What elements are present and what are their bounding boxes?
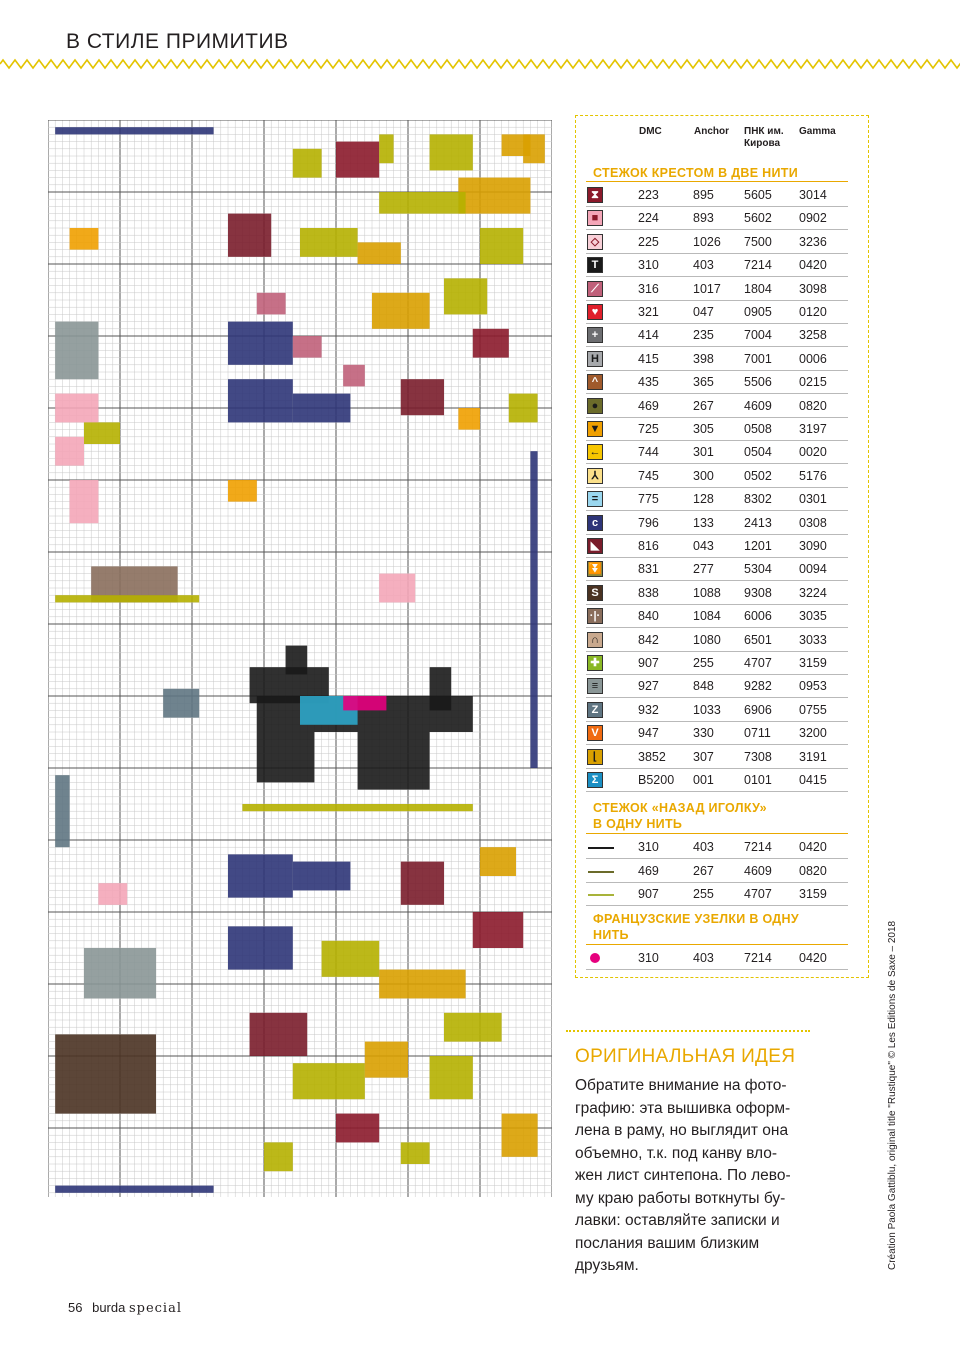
- thread-gamma: 0953: [799, 679, 827, 694]
- thread-anchor: 403: [693, 258, 714, 273]
- thread-pnk: 7004: [744, 328, 772, 343]
- thread-pnk: 5602: [744, 211, 772, 226]
- legend-col-pnk: ПНК им. Кирова: [744, 126, 784, 149]
- thread-dmc: 744: [638, 445, 659, 460]
- thread-gamma: 3090: [799, 539, 827, 553]
- stitch-symbol-icon: ▼: [587, 421, 603, 437]
- legend-row: [586, 675, 848, 698]
- idea-line: графию: эта вышивка оформ-: [575, 1099, 791, 1117]
- stitch-symbol-icon: ✚: [587, 655, 603, 671]
- thread-gamma: 3258: [799, 328, 827, 343]
- thread-gamma: 3159: [799, 656, 827, 670]
- page-title: В СТИЛЕ ПРИМИТИВ: [66, 30, 289, 53]
- backstitch-line-icon: [588, 847, 614, 849]
- thread-pnk: 7214: [744, 258, 772, 273]
- thread-pnk: 2413: [744, 515, 772, 530]
- legend-row: [586, 652, 848, 675]
- thread-dmc: 224: [638, 211, 659, 226]
- stitch-symbol-icon: +: [587, 327, 603, 343]
- thread-anchor: 301: [693, 445, 714, 460]
- thread-gamma: 0415: [799, 773, 827, 787]
- stitch-symbol-icon: H: [587, 351, 603, 367]
- thread-gamma: 3191: [799, 749, 827, 764]
- legend-row: [586, 582, 848, 605]
- thread-pnk: 7214: [744, 840, 772, 854]
- thread-pnk: 4707: [744, 887, 772, 902]
- legend-row: [586, 836, 848, 859]
- thread-pnk: 0905: [744, 305, 772, 319]
- section-rule: [586, 944, 848, 945]
- legend-row: [586, 254, 848, 277]
- legend-col-anchor: Anchor: [694, 126, 729, 137]
- backstitch-line-icon: [588, 894, 614, 896]
- thread-anchor: 403: [693, 951, 714, 965]
- legend-row: [586, 207, 848, 230]
- legend-col-dmc: DMC: [639, 126, 662, 137]
- thread-anchor: 1026: [693, 234, 721, 249]
- page-number: 56: [68, 1300, 83, 1315]
- thread-dmc: 816: [638, 539, 659, 553]
- thread-anchor: 128: [693, 492, 714, 507]
- legend-row: [586, 722, 848, 745]
- stitch-symbol-icon: ^: [587, 374, 603, 390]
- thread-dmc: 907: [638, 656, 659, 670]
- thread-anchor: 305: [693, 422, 714, 436]
- thread-dmc: 415: [638, 351, 659, 366]
- thread-dmc: 796: [638, 515, 659, 530]
- thread-pnk: 7500: [744, 234, 772, 249]
- stitch-symbol-icon: Z: [587, 702, 603, 718]
- brand-name: burda: [92, 1300, 126, 1315]
- stitch-symbol-icon: Σ: [587, 772, 603, 788]
- thread-pnk: 0711: [744, 726, 771, 741]
- legend-row: [586, 231, 848, 254]
- legend-row: [586, 769, 848, 792]
- legend-row: [586, 278, 848, 301]
- stitch-symbol-icon: ⟋: [587, 281, 603, 297]
- stitch-symbol-icon: ■: [587, 210, 603, 226]
- idea-line: Обратите внимание на фото-: [575, 1077, 787, 1094]
- legend-row: [586, 860, 848, 883]
- thread-pnk: 5605: [744, 188, 772, 202]
- thread-anchor: 1033: [693, 702, 721, 717]
- idea-line: послания вашим близким: [575, 1234, 760, 1252]
- thread-anchor: 1084: [693, 609, 721, 624]
- thread-dmc: 831: [638, 562, 659, 577]
- idea-line: лена в раму, но выглядит она: [575, 1122, 789, 1139]
- thread-anchor: 1017: [693, 281, 721, 296]
- thread-gamma: 0006: [799, 351, 827, 366]
- thread-dmc: 310: [638, 951, 659, 965]
- stitch-symbol-icon: ∩: [587, 632, 603, 648]
- idea-line: му краю работы воткнуты бу-: [575, 1189, 786, 1207]
- thread-dmc: 927: [638, 679, 659, 694]
- thread-dmc: 947: [638, 726, 659, 741]
- thread-dmc: 225: [638, 234, 659, 249]
- thread-pnk: 6006: [744, 609, 772, 624]
- stitch-symbol-icon: ⏬: [588, 563, 602, 576]
- thread-gamma: 3159: [799, 887, 827, 902]
- thread-gamma: 3236: [799, 234, 827, 249]
- legend-row: [586, 947, 848, 970]
- thread-gamma: 3197: [799, 422, 827, 436]
- backstitch-line-icon: [588, 871, 614, 873]
- idea-line: друзьям.: [575, 1257, 639, 1274]
- legend-row: [586, 395, 848, 418]
- thread-dmc: 907: [638, 887, 659, 902]
- french-knot-icon: [590, 953, 600, 963]
- thread-dmc: 469: [638, 398, 659, 413]
- thread-gamma: 0020: [799, 445, 827, 460]
- legend-row: [586, 558, 848, 581]
- thread-dmc: 310: [638, 840, 659, 854]
- cross-stitch-chart: [48, 120, 552, 1197]
- thread-pnk: 0101: [744, 773, 772, 787]
- stitch-symbol-icon: ◣: [587, 538, 603, 554]
- thread-anchor: 398: [693, 351, 714, 366]
- thread-pnk: 8302: [744, 492, 772, 507]
- thread-gamma: 3014: [799, 188, 827, 202]
- thread-dmc: 321: [638, 305, 659, 319]
- cross-stitch-section-title: СТЕЖОК КРЕСТОМ В ДВЕ НИТИ: [593, 166, 798, 180]
- legend-row: [586, 488, 848, 511]
- legend-row: [586, 441, 848, 464]
- legend-row: [586, 301, 848, 324]
- thread-dmc: 842: [638, 632, 659, 647]
- thread-gamma: 3224: [799, 585, 827, 600]
- thread-dmc: 932: [638, 702, 659, 717]
- thread-anchor: 133: [693, 515, 714, 530]
- legend-row: [586, 348, 848, 371]
- idea-line: лавки: оставляйте записки и: [575, 1212, 780, 1229]
- stitch-symbol-icon: V: [587, 725, 603, 741]
- thread-dmc: 223: [638, 188, 659, 202]
- idea-divider: [566, 1030, 810, 1032]
- legend-row: [586, 699, 848, 722]
- stitch-symbol-icon: ⌊: [587, 749, 603, 765]
- thread-gamma: 0820: [799, 863, 827, 878]
- thread-pnk: 1804: [744, 281, 772, 296]
- thread-gamma: 0420: [799, 840, 827, 854]
- backstitch-section-title-2: В ОДНУ НИТЬ: [593, 817, 683, 831]
- thread-gamma: 0902: [799, 211, 827, 226]
- thread-anchor: 255: [693, 656, 714, 670]
- thread-gamma: 0215: [799, 375, 827, 390]
- thread-pnk: 0508: [744, 422, 772, 436]
- thread-gamma: 0094: [799, 562, 827, 577]
- thread-pnk: 7308: [744, 749, 772, 764]
- stitch-symbol-icon: ≡: [587, 678, 603, 694]
- thread-pnk: 9282: [744, 679, 772, 694]
- idea-line: объемно, т.к. под канву вло-: [575, 1144, 777, 1162]
- thread-anchor: 893: [693, 211, 714, 226]
- brand-subname: special: [128, 1301, 183, 1316]
- thread-anchor: 001: [693, 773, 714, 787]
- thread-gamma: 3200: [799, 726, 827, 741]
- stitch-symbol-icon: ♥: [587, 304, 603, 320]
- thread-anchor: 1088: [693, 585, 721, 600]
- thread-gamma: 0820: [799, 398, 827, 413]
- thread-anchor: 848: [693, 679, 714, 694]
- knots-section-title-1: ФРАНЦУЗСКИЕ УЗЕЛКИ В ОДНУ: [593, 912, 799, 926]
- thread-gamma: 0755: [799, 702, 827, 717]
- legend-row: [586, 746, 848, 769]
- thread-pnk: 0502: [744, 468, 772, 483]
- thread-dmc: 775: [638, 492, 659, 507]
- thread-dmc: 435: [638, 375, 659, 390]
- thread-dmc: 469: [638, 863, 659, 878]
- legend-col-gamma: Gamma: [799, 126, 836, 137]
- thread-dmc: 414: [638, 328, 659, 343]
- thread-anchor: 255: [693, 887, 714, 902]
- section-rule: [586, 181, 848, 182]
- thread-dmc: 310: [638, 258, 659, 273]
- thread-anchor: 307: [693, 749, 714, 764]
- thread-gamma: 0301: [799, 492, 827, 507]
- legend-row: [586, 465, 848, 488]
- thread-gamma: 5176: [799, 468, 827, 483]
- legend-row: [586, 184, 848, 207]
- thread-pnk: 0504: [744, 445, 772, 460]
- thread-gamma: 0308: [799, 515, 827, 530]
- thread-dmc: 838: [638, 585, 659, 600]
- thread-pnk: 5304: [744, 562, 772, 577]
- stitch-symbol-icon: =: [587, 491, 603, 507]
- stitch-symbol-icon: ●: [587, 398, 603, 414]
- thread-anchor: 043: [693, 539, 714, 553]
- thread-dmc: 3852: [638, 749, 666, 764]
- thread-anchor: 365: [693, 375, 714, 390]
- idea-line: жен лист синтепона. По лево-: [575, 1167, 791, 1184]
- thread-pnk: 1201: [744, 539, 772, 553]
- thread-anchor: 267: [693, 398, 714, 413]
- thread-gamma: 0420: [799, 951, 827, 965]
- thread-dmc: 745: [638, 468, 659, 483]
- legend-row: [586, 535, 848, 558]
- thread-anchor: 267: [693, 863, 714, 878]
- thread-gamma: 3033: [799, 632, 827, 647]
- thread-anchor: 895: [693, 188, 714, 202]
- thread-anchor: 235: [693, 328, 714, 343]
- legend-row: [586, 324, 848, 347]
- thread-anchor: 277: [693, 562, 714, 577]
- legend-row: [586, 883, 848, 906]
- thread-anchor: 1080: [693, 632, 721, 647]
- thread-dmc: 725: [638, 422, 659, 436]
- thread-pnk: 4707: [744, 656, 772, 670]
- page-footer: [68, 1300, 182, 1316]
- legend-row: [586, 629, 848, 652]
- idea-title: ОРИГИНАЛЬНАЯ ИДЕЯ: [575, 1046, 796, 1067]
- stitch-symbol-icon: ←: [587, 444, 603, 460]
- stitch-symbol-icon: ◇: [587, 234, 603, 250]
- thread-anchor: 403: [693, 840, 714, 854]
- thread-pnk: 7214: [744, 951, 772, 965]
- thread-gamma: 3035: [799, 609, 827, 624]
- thread-pnk: 7001: [744, 351, 772, 366]
- stitch-symbol-icon: ·|·: [587, 608, 603, 624]
- stitch-symbol-icon: S: [587, 585, 603, 601]
- legend-row: [586, 512, 848, 535]
- thread-anchor: 300: [693, 468, 714, 483]
- thread-anchor: 047: [693, 305, 714, 319]
- stitch-symbol-icon: ⅄: [587, 468, 603, 484]
- legend-row: [586, 605, 848, 628]
- thread-dmc: 840: [638, 609, 659, 624]
- stitch-symbol-icon: T: [587, 257, 603, 273]
- legend-row: [586, 371, 848, 394]
- thread-gamma: 0420: [799, 258, 827, 273]
- thread-pnk: 4609: [744, 863, 772, 878]
- legend-row: [586, 418, 848, 441]
- header-zigzag-divider: [0, 58, 960, 70]
- thread-pnk: 9308: [744, 585, 772, 600]
- thread-pnk: 4609: [744, 398, 772, 413]
- thread-pnk: 6906: [744, 702, 772, 717]
- thread-gamma: 0120: [799, 305, 827, 319]
- backstitch-section-title-1: СТЕЖОК «НАЗАД ИГОЛКУ»: [593, 801, 767, 815]
- knots-section-title-2: НИТЬ: [593, 928, 629, 942]
- thread-pnk: 5506: [744, 375, 772, 390]
- stitch-symbol-icon: c: [587, 515, 603, 531]
- thread-anchor: 330: [693, 726, 714, 741]
- thread-dmc: 316: [638, 281, 659, 296]
- section-rule: [586, 833, 848, 834]
- thread-gamma: 3098: [799, 281, 827, 296]
- stitch-symbol-icon: ⧗: [587, 187, 603, 203]
- copyright-credit: Création Paola Gattiblu, original title "Rustique" © Les Editions de Saxe – 2018: [887, 920, 898, 1270]
- thread-pnk: 6501: [744, 632, 772, 647]
- idea-text: [575, 1075, 815, 1278]
- thread-dmc: B5200: [638, 773, 675, 787]
